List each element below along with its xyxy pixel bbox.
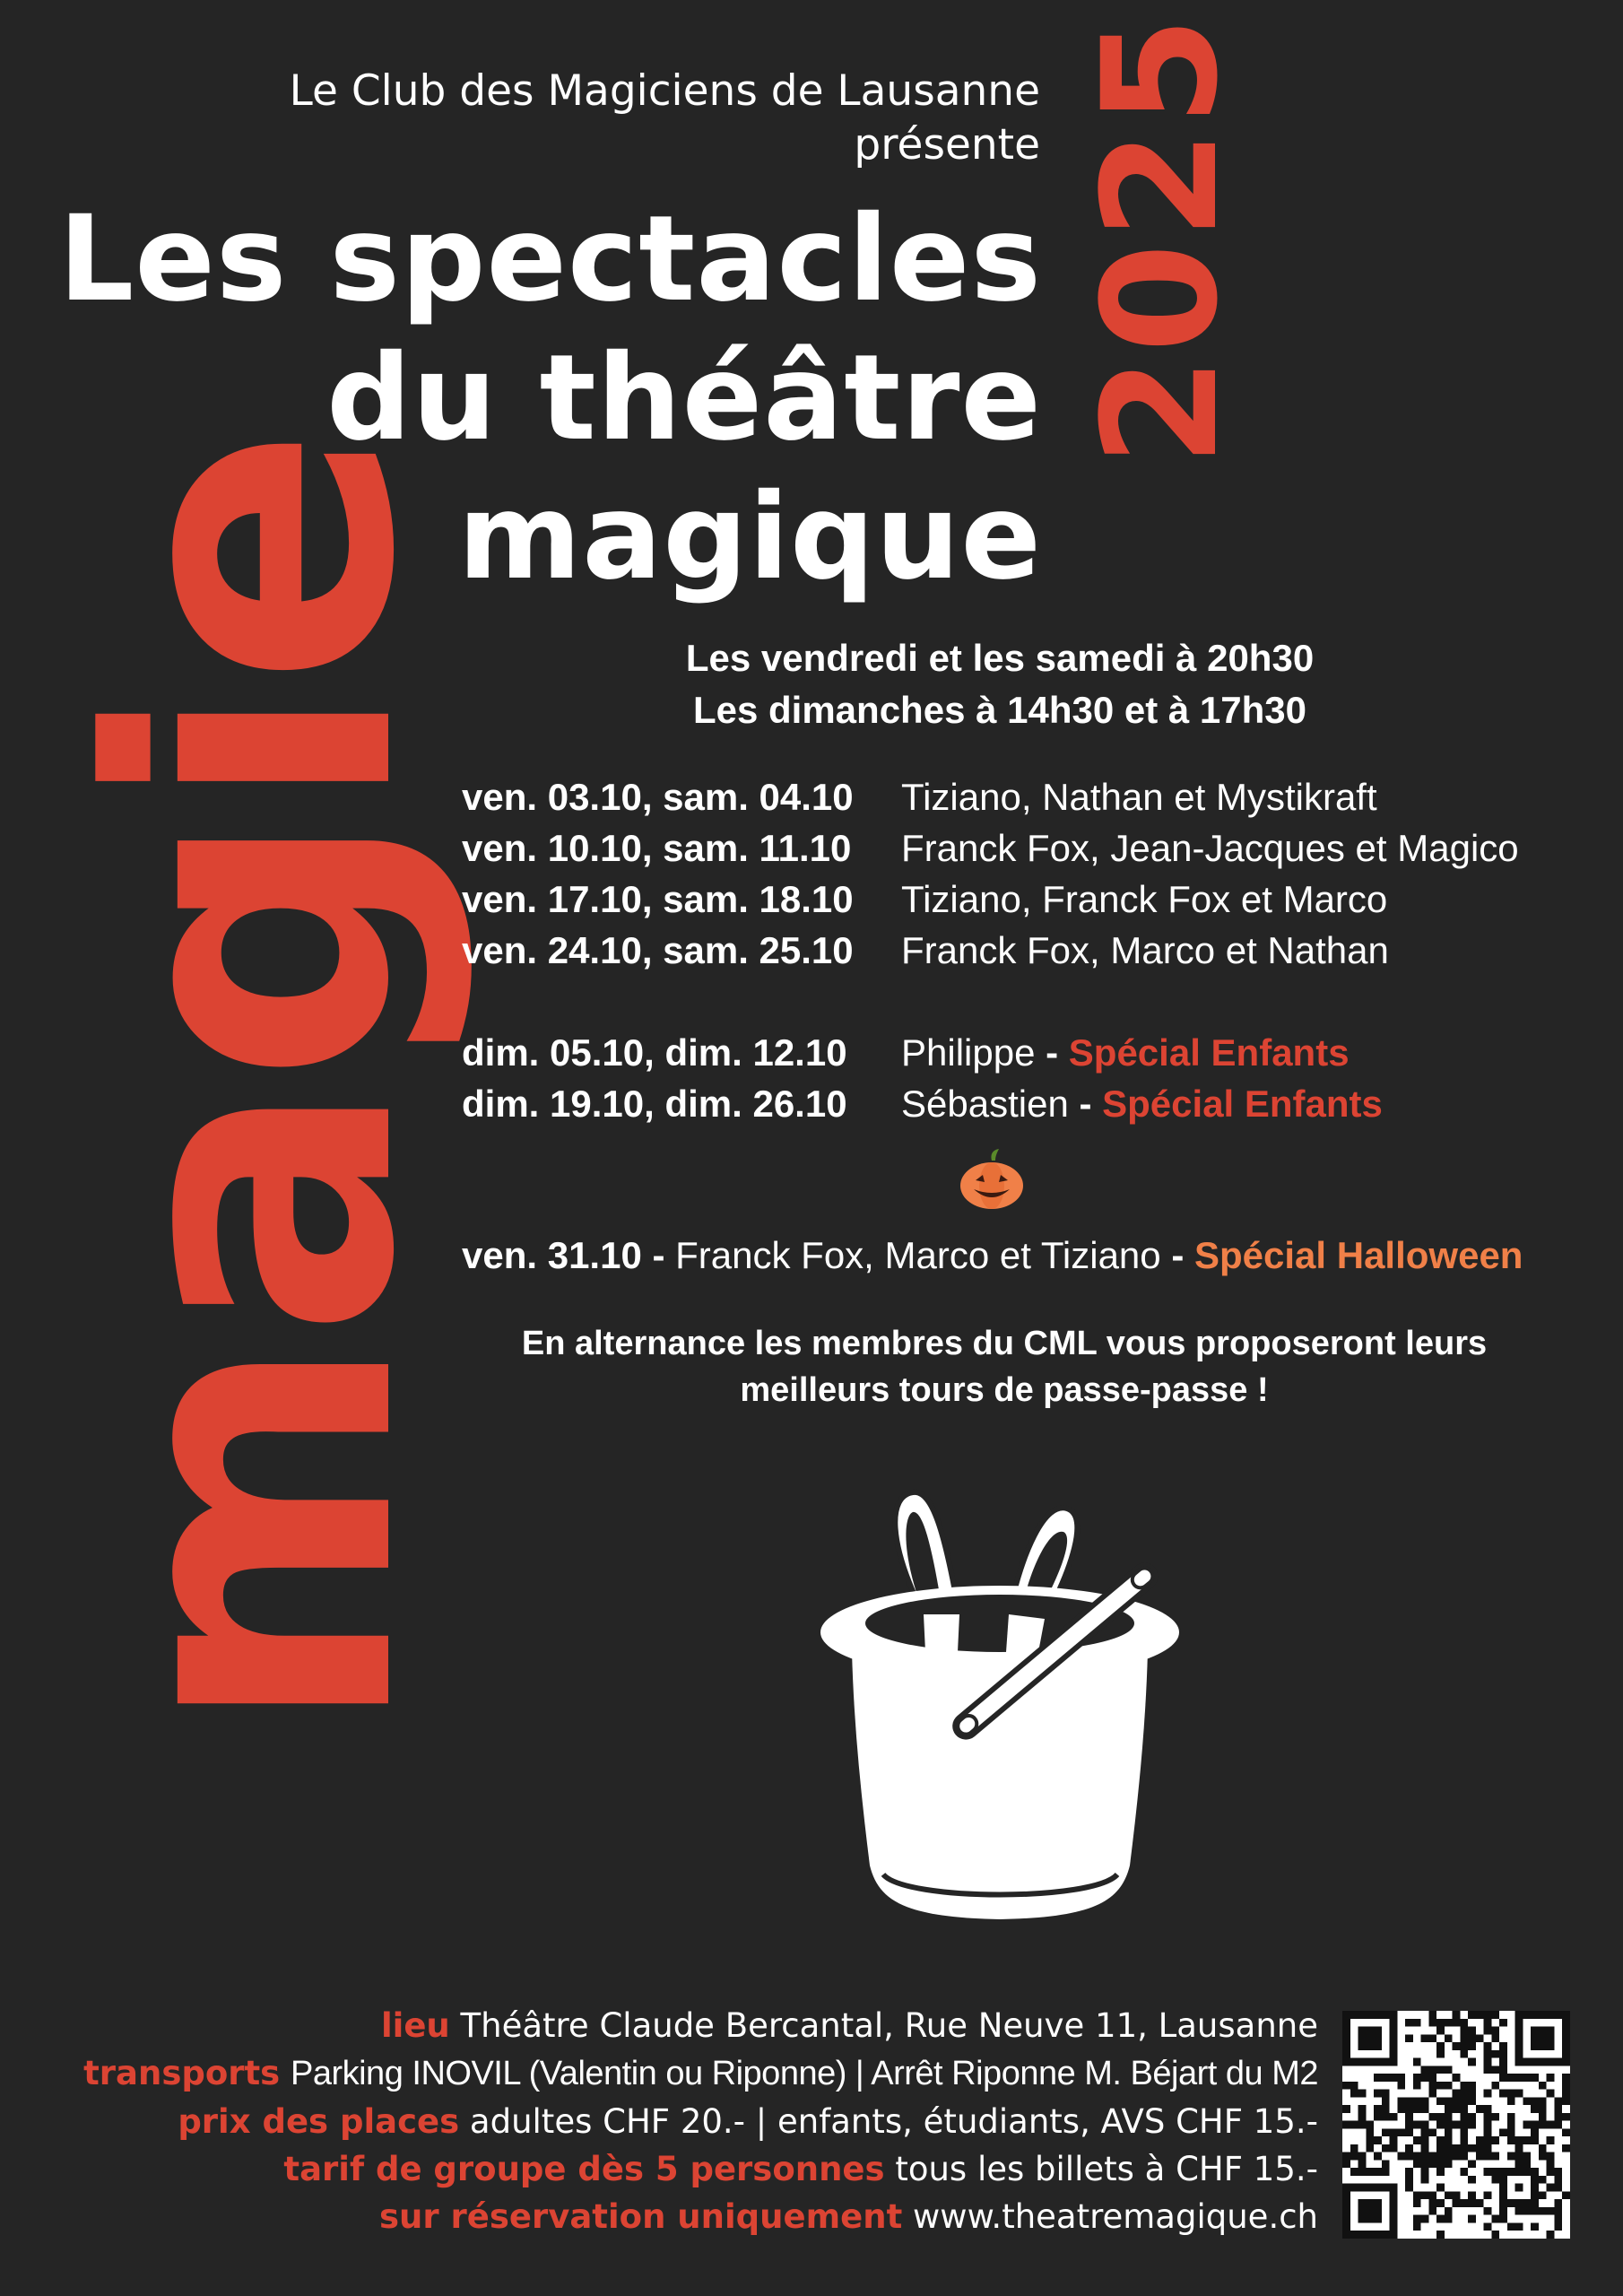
separator: - — [1035, 1031, 1069, 1074]
info-label: sur réservation uniquement — [379, 2197, 903, 2236]
info-label: prix des places — [178, 2102, 460, 2141]
info-row — [83, 2145, 1318, 2193]
info-label: transports — [83, 2054, 281, 2092]
schedule-dates: ven. 03.10, sam. 04.10 — [462, 776, 854, 818]
title-line: magique — [457, 468, 1042, 606]
info-row — [83, 2193, 1318, 2240]
info-value: tous les billets à CHF 15.- — [895, 2150, 1318, 2188]
schedule-performers: Philippe — [901, 1031, 1036, 1074]
schedule-dates: dim. 05.10, dim. 12.10 — [462, 1031, 847, 1074]
presenter-line: présente — [854, 120, 1040, 170]
info-row — [83, 2049, 1318, 2098]
schedule-dates: ven. 10.10, sam. 11.10 — [462, 827, 852, 869]
pumpkin-icon — [958, 1148, 1026, 1211]
schedule-weekend — [462, 771, 1519, 976]
separator: - — [1160, 1234, 1194, 1276]
show-hours — [466, 632, 1533, 736]
separator: - — [641, 1234, 676, 1276]
schedule-performers: Tiziano, Nathan et Mystikraft — [901, 776, 1377, 818]
schedule-performers: Sébastien — [901, 1083, 1069, 1125]
note-line: meilleurs tours de passe-passe ! — [740, 1371, 1269, 1409]
info-row — [83, 2098, 1318, 2145]
info-value: adultes CHF 20.- | enfants, étudiants, AVS CHF 15.- — [469, 2102, 1318, 2141]
schedule-dates: dim. 19.10, dim. 26.10 — [462, 1083, 847, 1125]
special-badge: Spécial Halloween — [1193, 1234, 1523, 1276]
hours-line: Les dimanches à 14h30 et à 17h30 — [692, 689, 1307, 731]
presenter-text — [290, 65, 1040, 172]
schedule-row — [462, 1078, 1383, 1129]
schedule-sunday — [462, 1027, 1383, 1129]
title-line: du théâtre — [326, 329, 1042, 467]
schedule-performers: Franck Fox, Jean-Jacques et Magico — [901, 827, 1519, 869]
schedule-dates: ven. 31.10 — [462, 1234, 642, 1276]
schedule-dates: ven. 17.10, sam. 18.10 — [462, 878, 854, 920]
year-label: 2025 — [1069, 13, 1253, 466]
title-line: Les spectacles — [58, 190, 1042, 328]
info-block — [83, 2002, 1318, 2240]
schedule-dates: ven. 24.10, sam. 25.10 — [462, 929, 854, 971]
note-line: En alternance les membres du CML vous proposeront leurs — [521, 1325, 1488, 1362]
special-badge: Spécial Enfants — [1102, 1083, 1383, 1125]
schedule-row — [462, 771, 1519, 822]
separator: - — [1068, 1083, 1103, 1125]
schedule-row — [462, 874, 1519, 925]
note-text — [466, 1320, 1542, 1413]
info-label: tarif de groupe dès 5 personnes — [283, 2150, 885, 2188]
schedule-row — [462, 925, 1519, 976]
schedule-performers: Franck Fox, Marco et Nathan — [901, 929, 1389, 971]
side-word-magie: magie — [31, 430, 480, 1735]
magic-hat-icon — [798, 1489, 1202, 1937]
info-value: Parking INOVIL (Valentin ou Riponne) | Arrêt Riponne M. Béjart du M2 — [290, 2055, 1318, 2092]
qr-code[interactable] — [1342, 2011, 1570, 2239]
hours-line: Les vendredi et les samedi à 20h30 — [685, 637, 1315, 679]
website-link[interactable]: www.theatremagique.ch — [913, 2197, 1318, 2236]
schedule-row — [462, 822, 1519, 874]
schedule-row-halloween — [462, 1229, 1523, 1283]
special-badge: Spécial Enfants — [1068, 1031, 1350, 1074]
schedule-performers: Tiziano, Franck Fox et Marco — [901, 878, 1388, 920]
schedule-performers: Franck Fox, Marco et Tiziano — [675, 1234, 1161, 1276]
schedule-row — [462, 1027, 1383, 1078]
info-value: Théâtre Claude Bercantal, Rue Neuve 11, Lausanne — [460, 2006, 1318, 2045]
info-row — [83, 2002, 1318, 2049]
info-label: lieu — [380, 2006, 450, 2045]
presenter-line: Le Club des Magiciens de Lausanne — [289, 66, 1040, 116]
